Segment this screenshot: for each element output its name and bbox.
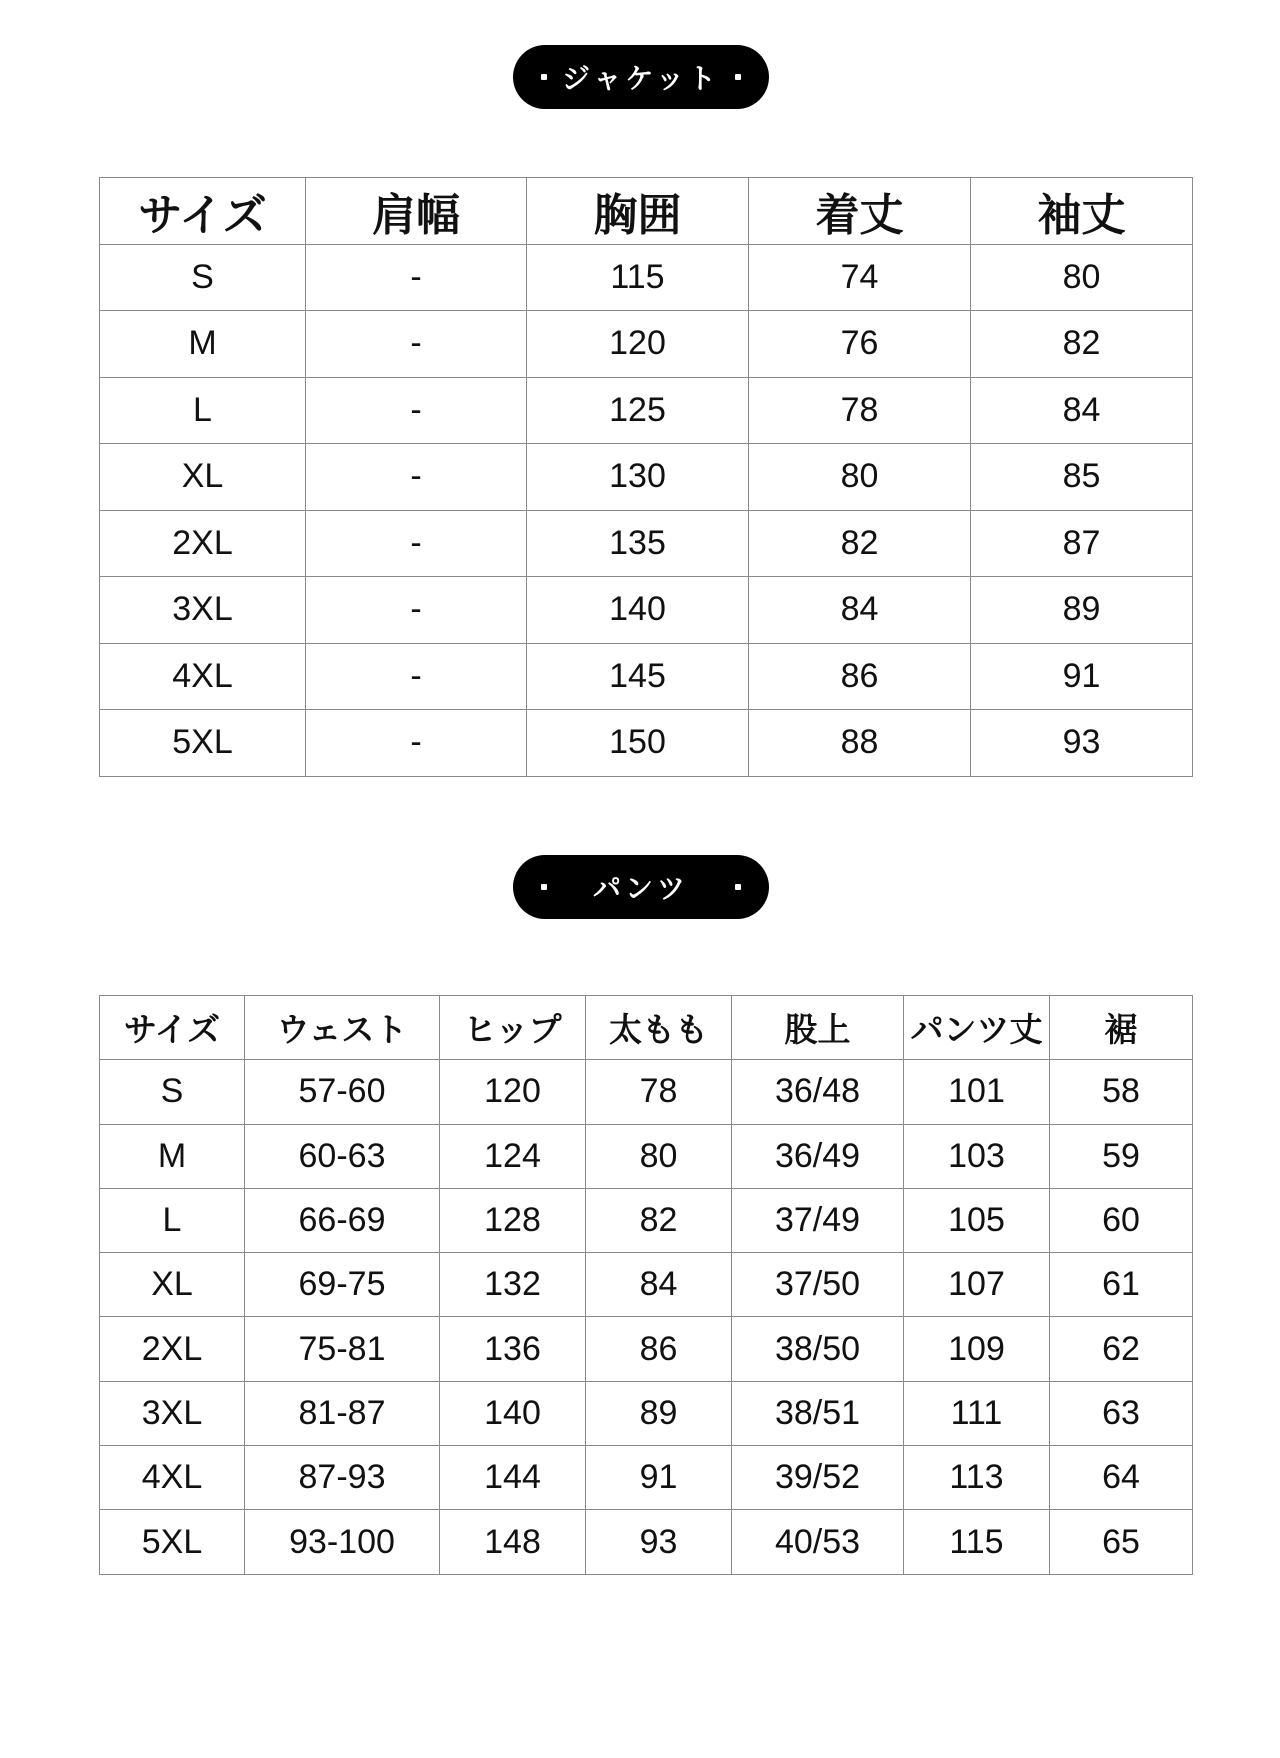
pants-table-cell: 120 — [440, 1060, 586, 1124]
pants-table-cell: 140 — [440, 1381, 586, 1445]
jacket-table-cell: 91 — [971, 643, 1193, 710]
pants-table-row — [100, 1060, 1193, 1124]
bullet-dot-icon — [735, 74, 741, 80]
pants-table-row — [100, 1253, 1193, 1317]
pants-header-hem: 裾 — [1050, 996, 1193, 1060]
pants-header-length: パンツ丈 — [904, 996, 1050, 1060]
pants-table-cell: 132 — [440, 1253, 586, 1317]
jacket-table-cell: 76 — [749, 311, 971, 378]
pants-table-cell: 115 — [904, 1510, 1050, 1574]
pants-table-cell: M — [100, 1124, 245, 1188]
jacket-table-cell: 87 — [971, 510, 1193, 577]
pants-table-cell: 111 — [904, 1381, 1050, 1445]
jacket-header-row — [100, 178, 1193, 245]
jacket-table-cell: 82 — [971, 311, 1193, 378]
pants-table-cell: 4XL — [100, 1446, 245, 1510]
pants-table-cell: 66-69 — [245, 1188, 440, 1252]
jacket-table-row — [100, 510, 1193, 577]
pants-table-cell: 37/50 — [732, 1253, 904, 1317]
pants-table-row — [100, 1446, 1193, 1510]
pants-size-table — [99, 995, 1193, 1575]
pants-table-cell: 65 — [1050, 1510, 1193, 1574]
pants-table-cell: 101 — [904, 1060, 1050, 1124]
pants-table-cell: 69-75 — [245, 1253, 440, 1317]
jacket-table-cell: 5XL — [100, 710, 306, 777]
jacket-table-cell: 4XL — [100, 643, 306, 710]
jacket-table-cell: 74 — [749, 244, 971, 311]
pants-header-hip: ヒップ — [440, 996, 586, 1060]
jacket-table-cell: 89 — [971, 577, 1193, 644]
pants-title: パンツ — [592, 872, 689, 905]
jacket-table-cell: 93 — [971, 710, 1193, 777]
pants-table-cell: 113 — [904, 1446, 1050, 1510]
jacket-table-cell: 78 — [749, 377, 971, 444]
pants-table-cell: 58 — [1050, 1060, 1193, 1124]
pants-table-cell: 57-60 — [245, 1060, 440, 1124]
bullet-dot-icon — [541, 884, 547, 890]
jacket-header-length: 着丈 — [749, 178, 971, 245]
pants-table-cell: 60 — [1050, 1188, 1193, 1252]
jacket-size-table — [99, 177, 1193, 777]
jacket-table-cell: 120 — [527, 311, 749, 378]
pants-table-cell: 38/50 — [732, 1317, 904, 1381]
jacket-table-row — [100, 577, 1193, 644]
jacket-header-size: サイズ — [100, 178, 306, 245]
pants-table-cell: S — [100, 1060, 245, 1124]
pants-table-cell: 36/48 — [732, 1060, 904, 1124]
pants-header-size: サイズ — [100, 996, 245, 1060]
jacket-table-cell: 80 — [749, 444, 971, 511]
jacket-table-cell: L — [100, 377, 306, 444]
pants-table-cell: 107 — [904, 1253, 1050, 1317]
jacket-table-cell: 130 — [527, 444, 749, 511]
jacket-table-cell: 3XL — [100, 577, 306, 644]
jacket-table-cell: - — [306, 444, 527, 511]
jacket-table-cell: XL — [100, 444, 306, 511]
pants-table-cell: 61 — [1050, 1253, 1193, 1317]
jacket-table-row — [100, 244, 1193, 311]
pants-table-cell: 36/49 — [732, 1124, 904, 1188]
jacket-table-cell: 140 — [527, 577, 749, 644]
jacket-table-cell: - — [306, 311, 527, 378]
pants-table-cell: 124 — [440, 1124, 586, 1188]
jacket-title-pill — [513, 45, 769, 109]
jacket-table-cell: 125 — [527, 377, 749, 444]
jacket-table-cell: 80 — [971, 244, 1193, 311]
pants-table-cell: 87-93 — [245, 1446, 440, 1510]
jacket-header-shoulder: 肩幅 — [306, 178, 527, 245]
pants-table-row — [100, 1124, 1193, 1188]
pants-table-cell: 3XL — [100, 1381, 245, 1445]
jacket-table-cell: 84 — [971, 377, 1193, 444]
jacket-table-row — [100, 444, 1193, 511]
jacket-table-cell: 115 — [527, 244, 749, 311]
pants-table-cell: 81-87 — [245, 1381, 440, 1445]
pants-table-cell: 5XL — [100, 1510, 245, 1574]
pants-table-cell: 128 — [440, 1188, 586, 1252]
pants-table-row — [100, 1510, 1193, 1574]
pants-title-pill — [513, 855, 769, 919]
pants-table-cell: 93-100 — [245, 1510, 440, 1574]
jacket-table-row — [100, 377, 1193, 444]
jacket-table-cell: 85 — [971, 444, 1193, 511]
pants-table-cell: L — [100, 1188, 245, 1252]
pants-table-cell: 89 — [586, 1381, 732, 1445]
pants-table-row — [100, 1381, 1193, 1445]
jacket-table-row — [100, 311, 1193, 378]
pants-table-cell: 64 — [1050, 1446, 1193, 1510]
pants-table-cell: 105 — [904, 1188, 1050, 1252]
pants-table-cell: 38/51 — [732, 1381, 904, 1445]
pants-table-cell: 103 — [904, 1124, 1050, 1188]
pants-table-cell: 62 — [1050, 1317, 1193, 1381]
jacket-table-cell: 88 — [749, 710, 971, 777]
jacket-table-cell: - — [306, 510, 527, 577]
jacket-table-cell: 2XL — [100, 510, 306, 577]
pants-table-cell: 93 — [586, 1510, 732, 1574]
bullet-dot-icon — [541, 74, 547, 80]
pants-table-cell: 84 — [586, 1253, 732, 1317]
jacket-header-chest: 胸囲 — [527, 178, 749, 245]
jacket-table-cell: S — [100, 244, 306, 311]
jacket-table-row — [100, 643, 1193, 710]
pants-table-row — [100, 1188, 1193, 1252]
jacket-table-cell: - — [306, 377, 527, 444]
pants-table-cell: 59 — [1050, 1124, 1193, 1188]
jacket-table-cell: - — [306, 577, 527, 644]
pants-table-row — [100, 1317, 1193, 1381]
bullet-dot-icon — [735, 884, 741, 890]
jacket-table-cell: 150 — [527, 710, 749, 777]
pants-table-cell: XL — [100, 1253, 245, 1317]
pants-table-cell: 86 — [586, 1317, 732, 1381]
jacket-table-cell: 135 — [527, 510, 749, 577]
jacket-table-cell: - — [306, 244, 527, 311]
jacket-table-cell: - — [306, 643, 527, 710]
pants-table-cell: 136 — [440, 1317, 586, 1381]
pants-header-thigh: 太もも — [586, 996, 732, 1060]
pants-table-cell: 63 — [1050, 1381, 1193, 1445]
pants-table-cell: 2XL — [100, 1317, 245, 1381]
pants-header-waist: ウェスト — [245, 996, 440, 1060]
jacket-table-cell: M — [100, 311, 306, 378]
jacket-title: ジャケット — [561, 62, 721, 95]
jacket-table-cell: - — [306, 710, 527, 777]
pants-table-cell: 75-81 — [245, 1317, 440, 1381]
pants-table-cell: 39/52 — [732, 1446, 904, 1510]
pants-table-cell: 40/53 — [732, 1510, 904, 1574]
jacket-table-cell: 86 — [749, 643, 971, 710]
jacket-table-row — [100, 710, 1193, 777]
pants-table-cell: 91 — [586, 1446, 732, 1510]
pants-table-cell: 78 — [586, 1060, 732, 1124]
pants-header-row — [100, 996, 1193, 1060]
pants-table-cell: 82 — [586, 1188, 732, 1252]
jacket-table-cell: 84 — [749, 577, 971, 644]
pants-header-rise: 股上 — [732, 996, 904, 1060]
pants-table-cell: 144 — [440, 1446, 586, 1510]
jacket-header-sleeve: 袖丈 — [971, 178, 1193, 245]
pants-table-cell: 37/49 — [732, 1188, 904, 1252]
pants-table-cell: 60-63 — [245, 1124, 440, 1188]
jacket-table-cell: 82 — [749, 510, 971, 577]
pants-table-cell: 80 — [586, 1124, 732, 1188]
pants-table-cell: 109 — [904, 1317, 1050, 1381]
pants-table-cell: 148 — [440, 1510, 586, 1574]
jacket-table-cell: 145 — [527, 643, 749, 710]
